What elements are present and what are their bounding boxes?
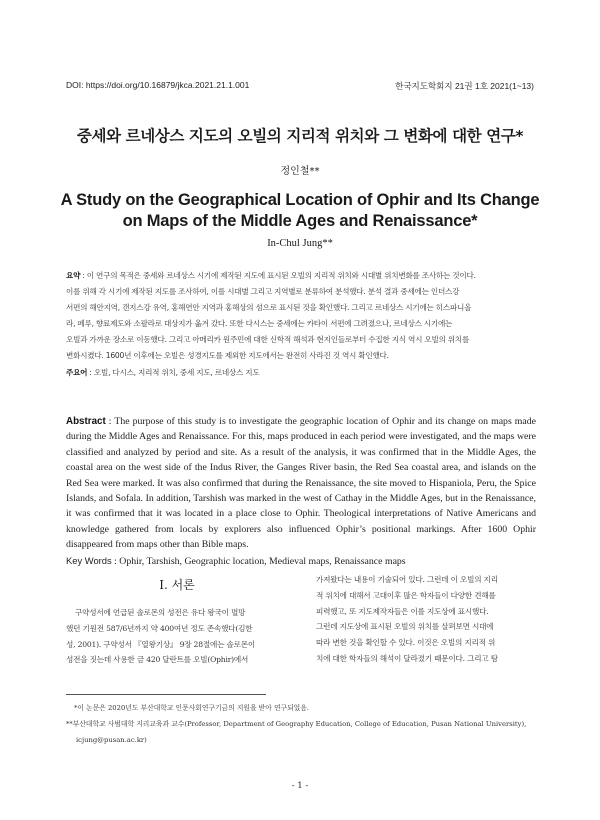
footnote: **부산대학교 사범대학 지리교육과 교수(Professor, Department of Geography Education, College of Education, Pusan National University),	[66, 720, 527, 728]
footnotes	[66, 700, 542, 748]
english-keywords: Key Words : Ophir, Tarshish, Geographic location, Medieval maps, Renaissance maps	[66, 554, 406, 567]
body-line: 치에 대한 학자들의 해석이 달라졌기 때문이다. 그리고 탐	[316, 653, 498, 663]
body-line: 피력했고, 또 지도제작자들은 이를 지도상에 표시했다.	[316, 606, 489, 616]
english-title-line-2: on Maps of the Middle Ages and Renaissance*	[122, 212, 478, 230]
korean-keywords: 주요어 : 오빌, 다시스, 지리적 위치, 중세 지도, 르네상스 지도	[66, 367, 260, 377]
footnote-divider	[66, 694, 266, 695]
korean-abstract-line: 이를 위해 각 시기에 제작된 지도를 조사하여, 이를 시대별 그리고 지역별로 분류하여 분석했다. 분석 결과 중세에는 인더스강	[66, 287, 460, 297]
body-line: 가져왔다는 내용이 기술되어 있다. 그런데 이 오빌의 지리	[316, 575, 498, 584]
korean-author: 정인철**	[280, 166, 320, 177]
english-keywords-label: Key Words	[66, 554, 112, 566]
doi-text: DOI: https://doi.org/10.16879/jkca.2021.21.1.001	[66, 80, 250, 90]
footnote: icjung@pusan.ac.kr)	[76, 736, 147, 744]
korean-title: 중세와 르네상스 지도의 오빌의 지리적 위치와 그 변화에 대한 연구*	[76, 127, 524, 145]
body-line: 성, 2001). 구약성서 『열왕기상』 9장 28절에는 솔로몬이	[66, 639, 255, 649]
body-line: 그런데 지도상에 표시된 오빌의 위치를 살펴보면 시대에	[316, 622, 494, 632]
english-author: In-Chul Jung**	[267, 238, 333, 249]
english-abstract	[66, 414, 536, 569]
body-line: 했던 기원전 587/6년까지 약 400여년 정도 존속했다(김한	[66, 623, 253, 633]
korean-abstract-label: 요약	[66, 271, 81, 280]
body-line: 따라 변한 것을 확인할 수 있다. 이것은 오빌의 지리적 위	[316, 638, 496, 648]
footnote: *이 논문은 2020년도 부산대학교 인문사회연구기금의 지원을 받아 연구되었음.	[74, 704, 309, 712]
korean-abstract	[66, 268, 536, 381]
korean-abstract-line: 서편의 해안지역, 갠지스강 유역, 홍해연안 지역과 홍해상의 섬으로 표시된 것을 확인했다. 그리고 르네상스 시기에는 히스파니올	[66, 303, 472, 313]
korean-abstract-line: 변화시켰다. 1600년 이후에는 오빌은 성경지도를 제외한 지도에서는 완전히 사라진 것 역시 확인했다.	[66, 351, 389, 361]
korean-abstract-line: 요약 : 이 연구의 목적은 중세와 르네상스 시기에 제작된 지도에 표시된 오빌의 지리적 위치와 시대별 위치변화를 조사하는 것이다.	[66, 271, 476, 280]
body-column-left	[66, 605, 294, 668]
body-column-right	[316, 572, 538, 667]
english-title	[0, 190, 600, 232]
page-number: - 1 -	[291, 781, 309, 791]
english-abstract-label: Abstract	[66, 416, 106, 427]
korean-keywords-label: 주요어	[66, 367, 88, 377]
korean-abstract-line: 오빌과 가까운 장소로 이동했다. 그리고 아메리카 원주민에 대한 신학적 해석과 현지인들로부터 수집한 지식 역시 오빌의 위치를	[66, 335, 470, 345]
body-line: 성전을 짓는데 사용한 금 420 달란트를 오빌(Ophir)에서	[66, 655, 249, 665]
english-title-line-1: A Study on the Geographical Location of Ophir and Its Change	[60, 191, 540, 209]
section-heading: I. 서론	[159, 578, 195, 592]
journal-info: 한국지도학회지 21권 1호 2021(1~13)	[395, 81, 534, 91]
korean-abstract-line: 라, 페루, 향료제도와 소팔라로 대상지가 옮겨 갔다. 또한 다시스는 중세에는 카타이 서편에 그려졌으나, 르네상스 시기에는	[66, 319, 453, 329]
body-line: 구약성서에 언급된 솔로몬의 성전은 유다 왕국이 멸망	[75, 608, 246, 617]
english-abstract-body: Abstract : The purpose of this study is to investigate the geographic location of Ophir and its change on maps made during the Middle Ages and Renaissance. For this, maps produced in each period were investigated, and the maps were classified and analyzed by period and site. As a result of the analysis, it was confirmed that in the Middle Ages, the coastal area on the west side of the Indus River, the Ganges River basin, the Red Sea coastal area, and islands on the Red Sea were marked. It was also confirmed that during the Renaissance, the site moved to Hispaniola, Peru, the Spice Islands, and Sofala. In addition, Tarshish was marked in the west of Cathay in the Middle Ages, but in the Renaissance, it was confirmed that it was located in a place close to Ophir. Theological interpretations of Native Americans and knowledge gathered from locals by explorers also influenced Ophir’s positional markings. After 1600 Ophir disappeared from maps other than Bible maps.	[66, 416, 536, 551]
body-line: 적 위치에 대해서 고대이후 많은 학자들이 다양한 견해를	[316, 590, 496, 600]
